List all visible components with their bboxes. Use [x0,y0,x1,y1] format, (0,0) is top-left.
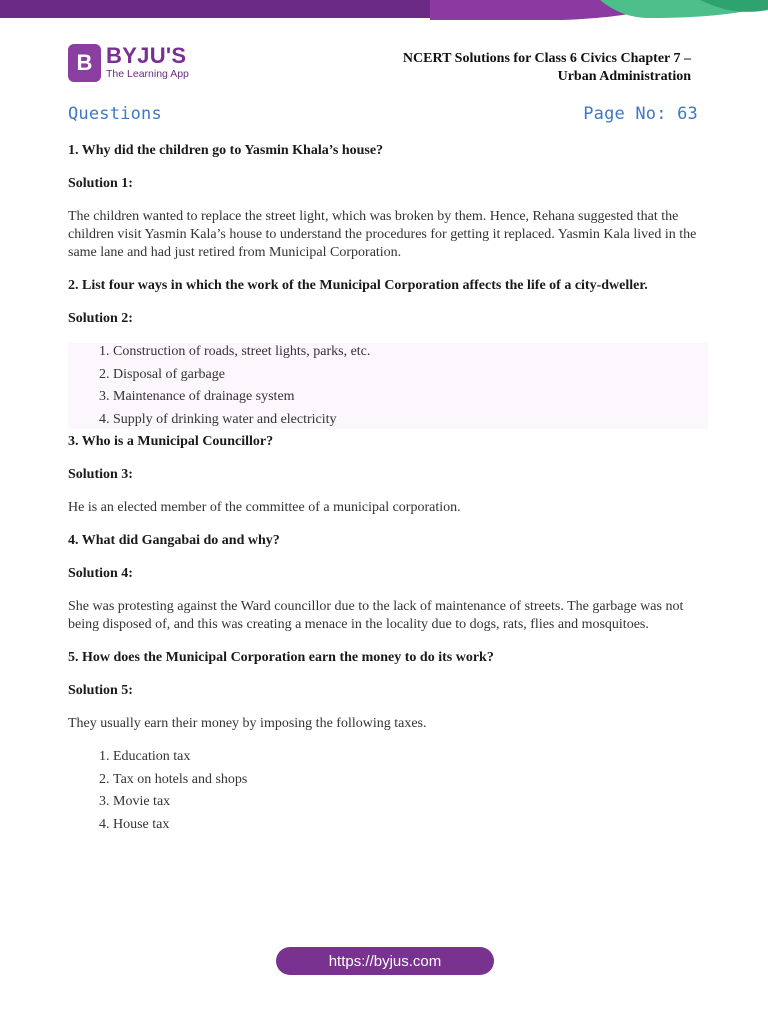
questions-heading: Questions [68,104,162,124]
question-1: 1. Why did the children go to Yasmin Khala’s house? [68,143,384,158]
solution-1-text: The children wanted to replace the street light, which was broken by them. Hence, Rehana suggested that the children visit Yasmin Kala’s house to understand the procedures for getting it replaced. Yasmin Kala lived in the same lane and had just retired from Municipal Corporation. [68,209,697,260]
list-item: 1. Education tax [113,748,708,766]
byjus-logo [68,44,189,82]
document-header-title [331,50,691,86]
solution-1-label: Solution 1: [68,176,133,191]
list-item: 1. Construction of roads, street lights, parks, etc. [113,343,708,361]
solution-2-label: Solution 2: [68,311,133,326]
solution-3-label: Solution 3: [68,467,133,482]
solution-4-text: She was protesting against the Ward councillor due to the lack of maintenance of streets. The garbage was not being disposed of, and this was creating a menace in the locality due to dogs, rats, flies and mosquitoes. [68,599,684,632]
logo-tagline: The Learning App [106,68,189,80]
question-2: 2. List four ways in which the work of the Municipal Corporation affects the life of a city-dweller. [68,278,648,293]
logo-badge-icon: B [68,44,101,82]
top-decorative-band [0,0,768,22]
page-number: Page No: 63 [583,104,698,124]
list-item: 2. Tax on hotels and shops [113,771,708,789]
solution-5-list [68,748,708,834]
solution-5-label: Solution 5: [68,683,133,698]
solution-4-label: Solution 4: [68,566,133,581]
list-item: 3. Maintenance of drainage system [113,388,708,406]
website-url[interactable]: https://byjus.com [328,952,442,970]
question-5: 5. How does the Municipal Corporation earn the money to do its work? [68,650,494,665]
solution-3-text: He is an elected member of the committee of a municipal corporation. [68,500,461,515]
logo-name: BYJU'S [106,43,187,68]
solution-5-text: They usually earn their money by imposing the following taxes. [68,716,427,731]
header-title-line1: NCERT Solutions for Class 6 Civics Chapter 7 – [402,51,691,66]
list-item: 2. Disposal of garbage [113,366,708,384]
list-item: 4. Supply of drinking water and electricity [113,411,708,429]
qa-content [68,142,708,838]
question-4: 4. What did Gangabai do and why? [68,533,280,548]
question-3: 3. Who is a Municipal Councillor? [68,434,274,449]
header-title-line2: Urban Administration [557,69,691,84]
list-item: 4. House tax [113,816,708,834]
list-item: 3. Movie tax [113,793,708,811]
website-link[interactable] [276,947,494,975]
solution-2-list [68,343,708,429]
